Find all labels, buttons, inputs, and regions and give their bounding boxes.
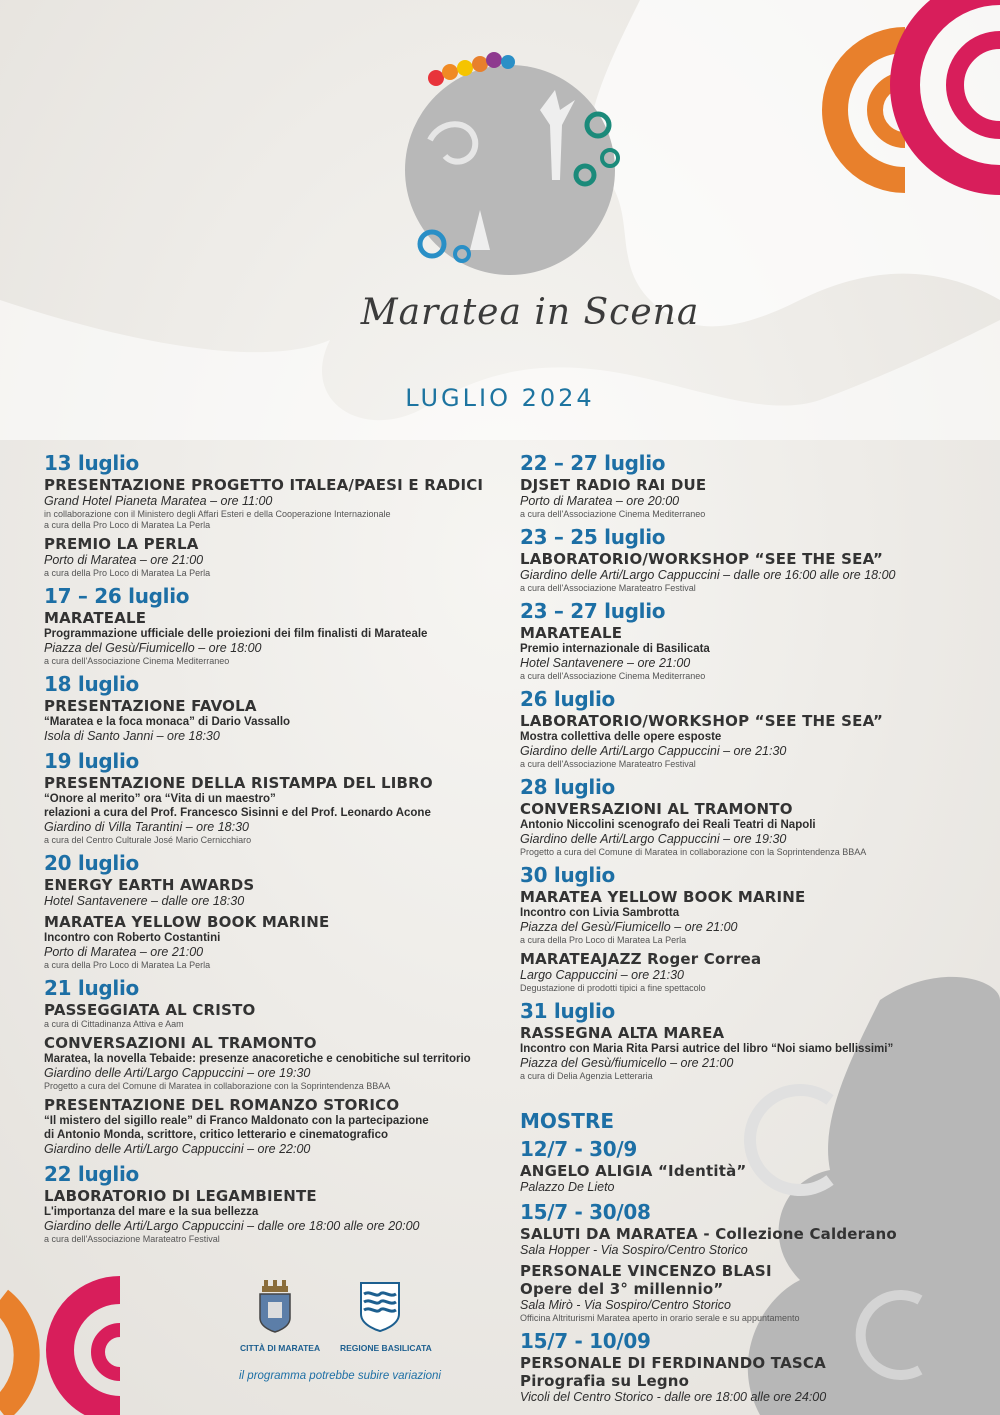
event-description: “Maratea e la foca monaca” di Dario Vassallo: [44, 716, 291, 728]
event-venue: Porto di Maratea – ore 21:00: [44, 553, 204, 567]
event-item: [520, 1024, 960, 1082]
event-title: PRESENTAZIONE DEL ROMANZO STORICO: [44, 1096, 400, 1114]
event-title: PASSEGGIATA AL CRISTO: [44, 1001, 256, 1019]
date-heading: 22 – 27 luglio: [520, 451, 666, 475]
event-item: [520, 712, 960, 770]
event-venue: Hotel Santavenere – dalle ore 18:30: [44, 894, 245, 908]
event-note: a cura del Centro Culturale José Mario Cernicchiaro: [44, 835, 252, 845]
event-description: Incontro con Maria Rita Parsi autrice del libro “Noi siamo bellissimi”: [520, 1043, 894, 1055]
date-heading: 30 luglio: [520, 863, 615, 887]
date-heading: 23 – 27 luglio: [520, 599, 666, 623]
event-description: relazioni a cura del Prof. Francesco Sisinni e del Prof. Leonardo Acone: [44, 807, 431, 819]
date-heading: 21 luglio: [44, 976, 139, 1000]
event-item: [520, 1262, 960, 1324]
event-description: Incontro con Livia Sambrotta: [520, 907, 680, 919]
event-note: Progetto a cura del Comune di Maratea in collaborazione con la Soprintendenza BBAA: [44, 1081, 391, 1091]
event-note: a cura della Pro Loco di Maratea La Perla: [44, 520, 211, 530]
event-venue: Piazza del Gesù/Fiumicello – ore 21:00: [520, 920, 738, 934]
event-description: “Il mistero del sigillo reale” di Franco Maldonato con la partecipazione: [44, 1115, 429, 1127]
region-logo-label: REGIONE BASILICATA: [340, 1343, 432, 1353]
program-left-column: [44, 448, 494, 1249]
event-item: [44, 697, 494, 744]
event-description: L'importanza del mare e la sua bellezza: [44, 1206, 259, 1218]
date-heading: 31 luglio: [520, 999, 615, 1023]
event-title: PRESENTAZIONE PROGETTO ITALEA/PAESI E RADICI: [44, 476, 484, 494]
event-note: a cura dell'Associazione Cinema Mediterraneo: [520, 671, 706, 681]
region-crest-icon: [358, 1280, 402, 1334]
event-venue: Vicoli del Centro Storico - dalle ore 18:00 alle ore 24:00: [520, 1390, 827, 1404]
event-venue: Giardino delle Arti/Largo Cappuccini – ore 22:00: [44, 1142, 311, 1156]
date-heading: 18 luglio: [44, 672, 139, 696]
event-title: CONVERSAZIONI AL TRAMONTO: [44, 1034, 317, 1052]
event-title: RASSEGNA ALTA MAREA: [520, 1024, 725, 1042]
event-venue: Palazzo De Lieto: [520, 1180, 615, 1194]
event-description: Mostra collettiva delle opere esposte: [520, 731, 722, 743]
date-heading: 23 – 25 luglio: [520, 525, 666, 549]
event-title: PRESENTAZIONE DELLA RISTAMPA DEL LIBRO: [44, 774, 433, 792]
date-heading: 26 luglio: [520, 687, 615, 711]
event-title: LABORATORIO DI LEGAMBIENTE: [44, 1187, 317, 1205]
event-venue: Sala Mirò - Via Sospiro/Centro Storico: [520, 1298, 731, 1312]
event-note: a cura di Delia Agenzia Letteraria: [520, 1071, 653, 1081]
event-note: a cura della Pro Loco di Maratea La Perla: [44, 960, 211, 970]
date-heading: 20 luglio: [44, 851, 139, 875]
program-right-column: [520, 448, 960, 1409]
event-description: Programmazione ufficiale delle proiezioni dei film finalisti di Marateale: [44, 628, 428, 640]
event-title: LABORATORIO/WORKSHOP “SEE THE SEA”: [520, 550, 884, 568]
event-description: “Onore al merito” ora “Vita di un maestro”: [44, 793, 276, 805]
event-venue: Grand Hotel Pianeta Maratea – ore 11:00: [44, 494, 273, 508]
footer-logos: [240, 1280, 440, 1360]
event-note: a cura dell'Associazione Marateatro Festival: [44, 1234, 220, 1244]
date-heading: 15/7 - 30/08: [520, 1200, 651, 1224]
event-note: Progetto a cura del Comune di Maratea in collaborazione con la Soprintendenza BBAA: [520, 847, 867, 857]
event-note: a cura dell'Associazione Cinema Mediterraneo: [520, 509, 706, 519]
event-title: Maratea in Scena: [360, 292, 700, 333]
event-title: MARATEAJAZZ Roger Correa: [520, 950, 762, 968]
event-note: a cura della Pro Loco di Maratea La Perla: [520, 935, 687, 945]
event-venue: Isola di Santo Janni – ore 18:30: [44, 729, 220, 743]
event-item: [520, 1162, 960, 1195]
event-note: a cura dell'Associazione Marateatro Festival: [520, 759, 696, 769]
event-title: SALUTI DA MARATEA - Collezione Calderano: [520, 1225, 897, 1243]
date-heading: 12/7 - 30/9: [520, 1137, 638, 1161]
city-crest-icon: [250, 1280, 300, 1334]
date-heading: 19 luglio: [44, 749, 139, 773]
event-title: ENERGY EARTH AWARDS: [44, 876, 255, 894]
event-venue: Hotel Santavenere – ore 21:00: [520, 656, 691, 670]
event-venue: Largo Cappuccini – ore 21:30: [520, 968, 685, 982]
event-venue: Giardino delle Arti/Largo Cappuccini – ore 21:30: [520, 744, 787, 758]
event-title: DJSET RADIO RAI DUE: [520, 476, 707, 494]
event-note: a cura dell'Associazione Cinema Mediterraneo: [44, 656, 230, 666]
disclaimer: il programma potrebbe subire variazioni: [239, 1370, 441, 1382]
event-subtitle: Pirografia su Legno: [520, 1372, 690, 1390]
date-heading: 17 – 26 luglio: [44, 584, 190, 608]
event-note: a cura della Pro Loco di Maratea La Perla: [44, 568, 211, 578]
event-item: [44, 1001, 494, 1030]
event-note: a cura di Cittadinanza Attiva e Aam: [44, 1019, 184, 1029]
event-title: PERSONALE VINCENZO BLASI: [520, 1262, 772, 1280]
date-heading: 22 luglio: [44, 1162, 139, 1186]
event-item: [520, 888, 960, 946]
event-title: MARATEALE: [44, 609, 147, 627]
city-logo: [240, 1280, 321, 1353]
event-venue: Giardino delle Arti/Largo Cappuccini – dalle ore 18:00 alle ore 20:00: [44, 1219, 420, 1233]
event-item: [520, 800, 960, 858]
event-description: Maratea, la novella Tebaide: presenze anacoretiche e cenobitiche sul territorio: [44, 1053, 471, 1065]
event-title: MARATEA YELLOW BOOK MARINE: [520, 888, 806, 906]
event-item: [520, 550, 960, 594]
event-description: Incontro con Roberto Costantini: [44, 932, 221, 944]
event-description: Premio internazionale di Basilicata: [520, 643, 710, 655]
date-heading: 13 luglio: [44, 451, 139, 475]
event-title: CONVERSAZIONI AL TRAMONTO: [520, 800, 793, 818]
event-venue: Giardino delle Arti/Largo Cappuccini – ore 19:30: [44, 1066, 311, 1080]
event-venue: Giardino delle Arti/Largo Cappuccini – ore 19:30: [520, 832, 787, 846]
event-title: MARATEA YELLOW BOOK MARINE: [44, 913, 330, 931]
event-item: [44, 1096, 494, 1157]
event-item: [520, 624, 960, 682]
event-item: [44, 609, 494, 667]
event-item: [44, 1034, 494, 1092]
event-title: PERSONALE DI FERDINANDO TASCA: [520, 1354, 826, 1372]
event-note: Degustazione di prodotti tipici a fine spettacolo: [520, 983, 706, 993]
event-note: in collaborazione con il Ministero degli Affari Esteri e della Cooperazione Internazionale: [44, 509, 391, 519]
event-subtitle: Opere del 3° millennio”: [520, 1280, 724, 1298]
event-title: PRESENTAZIONE FAVOLA: [44, 697, 257, 715]
event-item: [520, 950, 960, 994]
event-title: LABORATORIO/WORKSHOP “SEE THE SEA”: [520, 712, 884, 730]
event-venue: Piazza del Gesù/fiumicello – ore 21:00: [520, 1056, 734, 1070]
event-note: Officina Altriturismi Maratea aperto in orario serale e su appuntamento: [520, 1313, 800, 1323]
event-note: a cura dell'Associazione Marateatro Festival: [520, 583, 696, 593]
event-item: [520, 1354, 960, 1405]
exhibitions-heading: MOSTRE: [520, 1109, 615, 1133]
event-title: ANGELO ALIGIA “Identità”: [520, 1162, 747, 1180]
event-venue: Giardino delle Arti/Largo Cappuccini – dalle ore 16:00 alle ore 18:00: [520, 568, 896, 582]
date-heading: 15/7 - 10/09: [520, 1329, 651, 1353]
event-item: [44, 876, 494, 909]
event-item: [44, 535, 494, 579]
month-label: LUGLIO 2024: [405, 384, 595, 412]
event-item: [44, 1187, 494, 1245]
event-title: MARATEALE: [520, 624, 623, 642]
date-heading: 28 luglio: [520, 775, 615, 799]
event-venue: Giardino di Villa Tarantini – ore 18:30: [44, 820, 249, 834]
event-description: di Antonio Monda, scrittore, critico letterario e cinematografico: [44, 1129, 388, 1141]
event-title: PREMIO LA PERLA: [44, 535, 199, 553]
event-venue: Porto di Maratea – ore 20:00: [520, 494, 680, 508]
event-venue: Piazza del Gesù/Fiumicello – ore 18:00: [44, 641, 262, 655]
event-item: [520, 476, 960, 520]
event-item: [44, 913, 494, 971]
event-venue: Porto di Maratea – ore 21:00: [44, 945, 204, 959]
event-item: [520, 1225, 960, 1258]
event-item: [44, 774, 494, 846]
city-logo-label: CITTÀ DI MARATEA: [240, 1343, 321, 1353]
region-logo: [340, 1280, 432, 1353]
event-description: Antonio Niccolini scenografo dei Reali Teatri di Napoli: [520, 819, 816, 831]
event-item: [44, 476, 494, 531]
event-venue: Sala Hopper - Via Sospiro/Centro Storico: [520, 1243, 748, 1257]
